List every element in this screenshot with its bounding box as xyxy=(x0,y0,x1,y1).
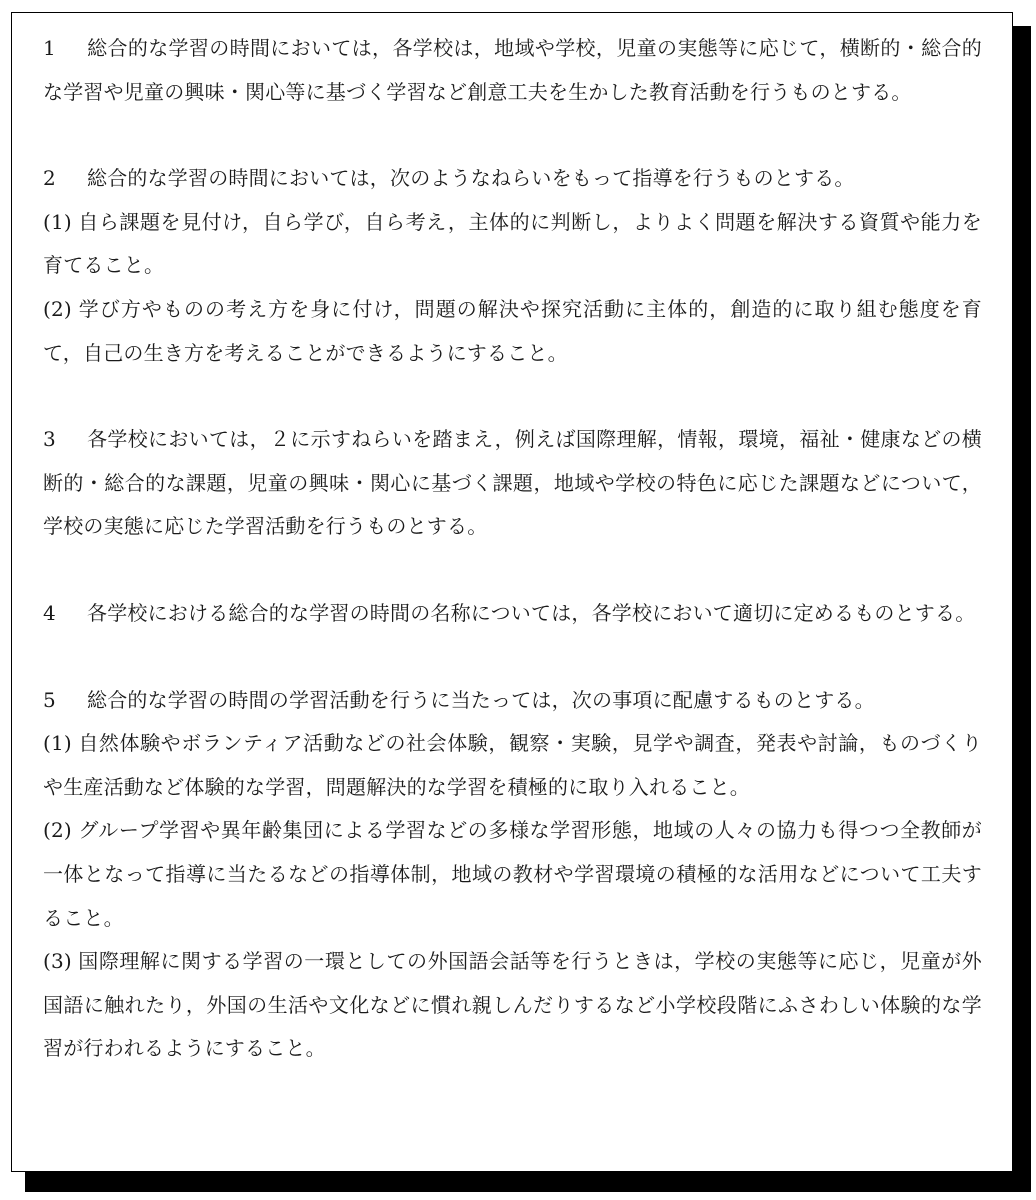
item-text: 自然体験やボランティア活動などの社会体験，観察・実験，見学や調査，発表や討論，ものづくりや生産活動など体験的な学習，問題解決的な学習を積極的に取り入れること。 xyxy=(43,731,982,799)
section-1 xyxy=(43,27,982,114)
item-text: 国際理解に関する学習の一環としての外国語会話等を行うときは，学校の実態等に応じ，児童が外国語に触れたり，外国の生活や文化などに慣れ親しんだりするなど小学校段階にふさわしい体験的な学習が行われるようにすること。 xyxy=(43,949,982,1061)
item-number: (1) xyxy=(43,731,72,756)
section-number: 1 xyxy=(43,36,56,60)
section-3 xyxy=(43,418,982,549)
item-number: (1) xyxy=(43,209,72,234)
item-number: (3) xyxy=(43,949,72,974)
section-text: 総合的な学習の時間においては，各学校は，地域や学校，児童の実態等に応じて，横断的・総合的な学習や児童の興味・関心等に基づく学習など創意工夫を生かした教育活動を行うものとする。 xyxy=(43,36,982,104)
section-4 xyxy=(43,592,982,636)
item-text: 学び方やものの考え方を身に付け，問題の解決や探究活動に主体的，創造的に取り組む態度を育て，自己の生き方を考えることができるようにすること。 xyxy=(43,296,982,365)
section-paragraph xyxy=(43,157,982,201)
section-text: 各学校における総合的な学習の時間の名称については，各学校において適切に定めるものとする。 xyxy=(87,600,976,625)
section-text: 総合的な学習の時間の学習活動を行うに当たっては，次の事項に配慮するものとする。 xyxy=(87,687,875,712)
section-5 xyxy=(43,679,982,1071)
section-number: 4 xyxy=(43,600,56,625)
section-paragraph xyxy=(43,27,982,114)
item-text: 自ら課題を見付け，自ら学び，自ら考え，主体的に判断し，よりよく問題を解決する資質や能力を育てること。 xyxy=(43,209,982,278)
section-text: 総合的な学習の時間においては，次のようなねらいをもって指導を行うものとする。 xyxy=(87,166,855,191)
section-paragraph xyxy=(43,418,982,549)
list-item xyxy=(43,722,982,809)
item-number: (2) xyxy=(43,296,72,321)
list-item xyxy=(43,288,982,375)
section-number: 3 xyxy=(43,427,56,452)
section-paragraph xyxy=(43,592,982,636)
section-number: 2 xyxy=(43,166,56,191)
section-paragraph xyxy=(43,679,982,723)
section-text: 各学校においては，２に示すねらいを踏まえ，例えば国際理解，情報，環境，福祉・健康などの横断的・総合的な課題，児童の興味・関心に基づく課題，地域や学校の特色に応じた課題などについて，学校の実態に応じた学習活動を行うものとする。 xyxy=(43,427,982,539)
list-item xyxy=(43,201,982,288)
document-page xyxy=(11,12,1013,1172)
item-text: グループ学習や異年齢集団による学習などの多様な学習形態，地域の人々の協力も得つつ全教師が一体となって指導に当たるなどの指導体制，地域の教材や学習環境の積極的な活用などについて工夫すること。 xyxy=(43,818,982,930)
section-2 xyxy=(43,157,982,375)
list-item xyxy=(43,940,982,1071)
section-number: 5 xyxy=(43,687,56,712)
item-number: (2) xyxy=(43,818,72,843)
list-item xyxy=(43,809,982,940)
